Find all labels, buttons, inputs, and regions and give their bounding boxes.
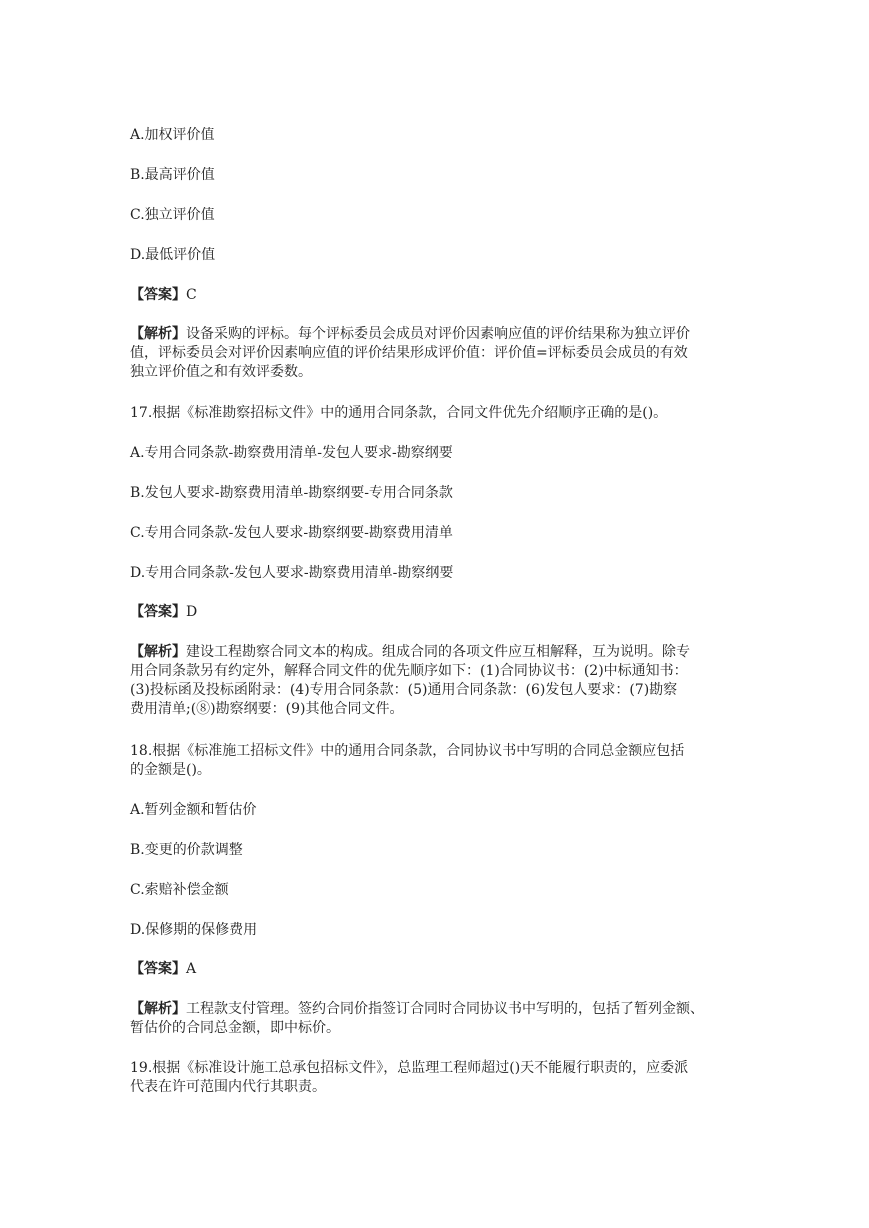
q17-option-c: C.专用合同条款-发包人要求-勘察纲要-勘察费用清单 <box>130 525 453 541</box>
answer-value: D <box>186 604 198 620</box>
q17-option-a: A.专用合同条款-勘察费用清单-发包人要求-勘察纲要 <box>130 445 453 461</box>
analysis-label: 【解析】 <box>130 644 186 660</box>
q16-analysis <box>130 325 742 382</box>
analysis-line: 工程款支付管理。签约合同价指签订合同时合同协议书中写明的，包括了暂列金额、 <box>186 1001 704 1017</box>
q18-analysis <box>130 1000 742 1038</box>
q18-option-a: A.暂列金额和暂估价 <box>130 802 257 818</box>
q16-answer <box>130 286 750 305</box>
q16-option-b: B.最高评价值 <box>130 167 215 183</box>
q18-answer <box>130 960 750 979</box>
answer-label: 【答案】 <box>130 604 186 620</box>
q18-option-c: C.索赔补偿金额 <box>130 882 229 898</box>
question-line: 18.根据《标准施工招标文件》中的通用合同条款，合同协议书中写明的合同总金额应包括 <box>130 743 685 759</box>
analysis-line: 暂估价的合同总金额，即中标价。 <box>130 1020 340 1036</box>
answer-value: A <box>186 961 197 977</box>
q18-option-d: D.保修期的保修费用 <box>130 922 258 938</box>
analysis-label: 【解析】 <box>130 1001 186 1017</box>
question-line: 的金额是()。 <box>130 762 211 778</box>
q16-option-d: D.最低评价值 <box>130 247 216 263</box>
q17-question: 17.根据《标准勘察招标文件》中的通用合同条款，合同文件优先介绍顺序正确的是()。 <box>130 405 668 421</box>
answer-label: 【答案】 <box>130 287 186 303</box>
q18-option-b: B.变更的价款调整 <box>130 842 243 858</box>
question-line: 19.根据《标准设计施工总承包招标文件》，总监理工程师超过()天不能履行职责的，应委派 <box>130 1060 689 1076</box>
q17-option-b: B.发包人要求-勘察费用清单-勘察纲要-专用合同条款 <box>130 485 453 501</box>
analysis-line: 用合同条款另有约定外，解释合同文件的优先顺序如下：(1)合同协议书：(2)中标通知书： <box>130 663 688 679</box>
q17-analysis <box>130 643 742 719</box>
q18-question <box>130 742 742 780</box>
q16-option-c: C.独立评价值 <box>130 207 215 223</box>
question-line: 代表在许可范围内代行其职责。 <box>130 1079 326 1095</box>
analysis-line: 值，评标委员会对评价因素响应值的评价结果形成评价值：评价值=评标委员会成员的有效 <box>130 345 688 361</box>
analysis-line: (3)投标函及投标函附录：(4)专用合同条款：(5)通用合同条款：(6)发包人要求：(7)勘察 <box>130 682 678 698</box>
analysis-line: 费用清单;(⑧)勘察纲要：(9)其他合同文件。 <box>130 701 404 717</box>
q16-option-a: A.加权评价值 <box>130 127 215 143</box>
q19-question <box>130 1059 742 1097</box>
q17-answer <box>130 603 750 622</box>
analysis-line: 独立评价值之和有效评委数。 <box>130 364 312 380</box>
analysis-line: 设备采购的评标。每个评标委员会成员对评价因素响应值的评价结果称为独立评价 <box>186 326 690 342</box>
analysis-line: 建设工程勘察合同文本的构成。组成合同的各项文件应互相解释，互为说明。除专 <box>186 644 690 660</box>
q17-option-d: D.专用合同条款-发包人要求-勘察费用清单-勘察纲要 <box>130 565 454 581</box>
answer-value: C <box>186 287 197 303</box>
answer-label: 【答案】 <box>130 961 186 977</box>
analysis-label: 【解析】 <box>130 326 186 342</box>
